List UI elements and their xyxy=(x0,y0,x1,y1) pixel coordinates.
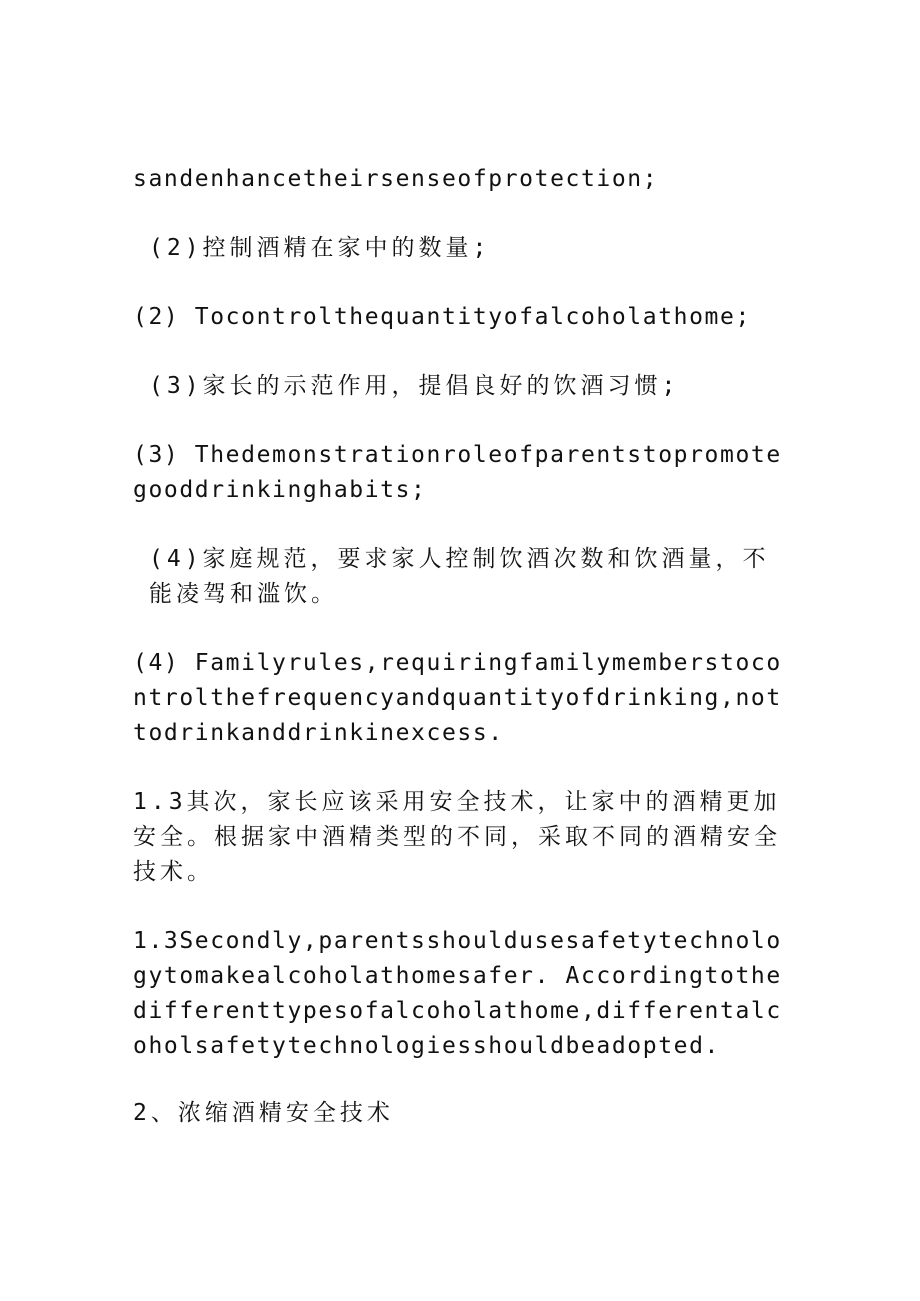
paragraph-3: (2) Tocontrolthequantityofalcoholathome; xyxy=(133,304,751,330)
paragraph-1: sandenhancetheirsenseofprotection; xyxy=(133,166,659,192)
paragraph-9: 1.3Secondly,parentsshouldusesafetytechnologytomakealcoholathomesafer. Accordingtothedifferenttypesofalcoholathome,differentalcoholsafetytechnologiesshouldbeadopted. xyxy=(133,928,782,1059)
paragraph-8: 1.3其次，家长应该采用安全技术，让家中的酒精更加安全。根据家中酒精类型的不同，采取不同的酒精安全技术。 xyxy=(133,789,781,885)
section-heading: 2、浓缩酒精安全技术 xyxy=(133,1100,394,1126)
paragraph-4: (3)家长的示范作用，提倡良好的饮酒习惯; xyxy=(149,373,680,399)
paragraph-6: (4)家庭规范，要求家人控制饮酒次数和饮酒量，不能凌驾和滥饮。 xyxy=(149,546,770,607)
paragraph-2: (2)控制酒精在家中的数量; xyxy=(149,235,491,261)
document-body xyxy=(133,162,783,1165)
paragraph-5: (3) Thedemonstrationroleofparentstopromotegooddrinkinghabits; xyxy=(133,442,782,503)
paragraph-7: (4) Familyrules,requiringfamilymemberstocontrolthefrequencyandquantityofdrinking,nottodrinkanddrinkinexcess. xyxy=(133,650,782,746)
